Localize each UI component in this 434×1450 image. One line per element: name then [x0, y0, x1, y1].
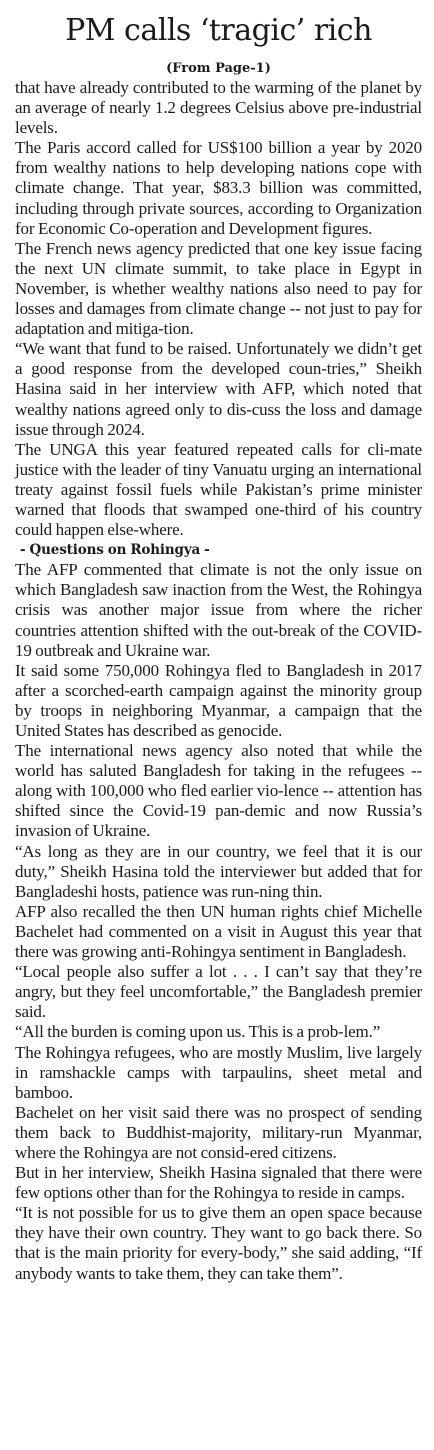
paragraph: But in her interview, Sheikh Hasina signaled that there were few options other than for the Rohingya to reside in camps.: [15, 1163, 422, 1203]
paragraph: “As long as they are in our country, we feel that it is our duty,” Sheikh Hasina told the interviewer but added that for Bangladeshi hosts, patience was run-ning thin.: [15, 841, 422, 901]
paragraph: The Rohingya refugees, who are mostly Muslim, live largely in ramshackle camps with tarpaulins, sheet metal and bamboo.: [15, 1042, 422, 1102]
paragraph: “All the burden is coming upon us. This is a prob-lem.”: [15, 1022, 381, 1042]
paragraph: The international news agency also noted that while the world has saluted Bangladesh for taking in the refugees -- along with 100,000 who fled earlier vio-lence -- attention has shifted since the Covid-19 pan-demic and now Russia’s invasion of Ukraine.: [15, 741, 422, 841]
paragraph: AFP also recalled the then UN human rights chief Michelle Bachelet had commented on a visit in August this year that there was growing anti-Rohingya sentiment in Bangladesh.: [15, 901, 422, 962]
headline: PM calls ‘tragic’ rich: [65, 13, 372, 48]
paragraph: “It is not possible for us to give them an open space because they have their own country. They want to go back there. So that is the main priority for every-body,” she said adding, “If anybody wants to take them, they can take them”.: [15, 1203, 422, 1283]
article-body: [15, 78, 422, 1284]
paragraph: Bachelet on her visit said there was no prospect of sending them back to Buddhist-majority, military-run Myanmar, where the Rohingya are not consid-ered citizens.: [15, 1102, 422, 1162]
section-subheading: - Questions on Rohingya -: [20, 542, 210, 559]
paragraph: The AFP commented that climate is not the only issue on which Bangladesh saw inaction from the West, the Rohingya crisis was another major issue from where the richer countries attention shifted with the out-break of the COVID-19 outbreak and Ukraine war.: [15, 560, 422, 660]
paragraph: It said some 750,000 Rohingya fled to Bangladesh in 2017 after a scorched-earth campaign against the minority group by troops in neighboring Myanmar, a campaign that the United States has described as genocide.: [15, 660, 422, 740]
paragraph: The Paris accord called for US$100 billion a year by 2020 from wealthy nations to help developing nations cope with climate change. That year, $83.3 billion was committed, including through private sources, according to Organization for Economic Co-operation and Development figures.: [15, 138, 422, 238]
continuation-label: (From Page-1): [166, 61, 271, 76]
paragraph: The French news agency predicted that one key issue facing the next UN climate summit, to take place in Egypt in November, is whether wealthy nations also need to pay for losses and damages from climate change -- not just to pay for adaptation and mitiga-tion.: [15, 238, 422, 339]
paragraph: “We want that fund to be raised. Unfortunately we didn’t get a good response from the developed coun-tries,” Sheikh Hasina said in her interview with AFP, which noted that wealthy nations agreed only to dis-cuss the loss and damage issue through 2024.: [15, 339, 422, 439]
paragraph: that have already contributed to the warming of the planet by an average of nearly 1.2 degrees Celsius above pre-industrial levels.: [15, 78, 422, 138]
paragraph: The UNGA this year featured repeated calls for cli-mate justice with the leader of tiny Vanuatu urging an international treaty against fossil fuels while Pakistan’s prime minister warned that floods that swamped one-third of his country could happen else-where.: [15, 439, 422, 540]
paragraph: “Local people also suffer a lot . . . I can’t say that they’re angry, but they feel uncomfortable,” the Bangladesh premier said.: [15, 962, 422, 1022]
